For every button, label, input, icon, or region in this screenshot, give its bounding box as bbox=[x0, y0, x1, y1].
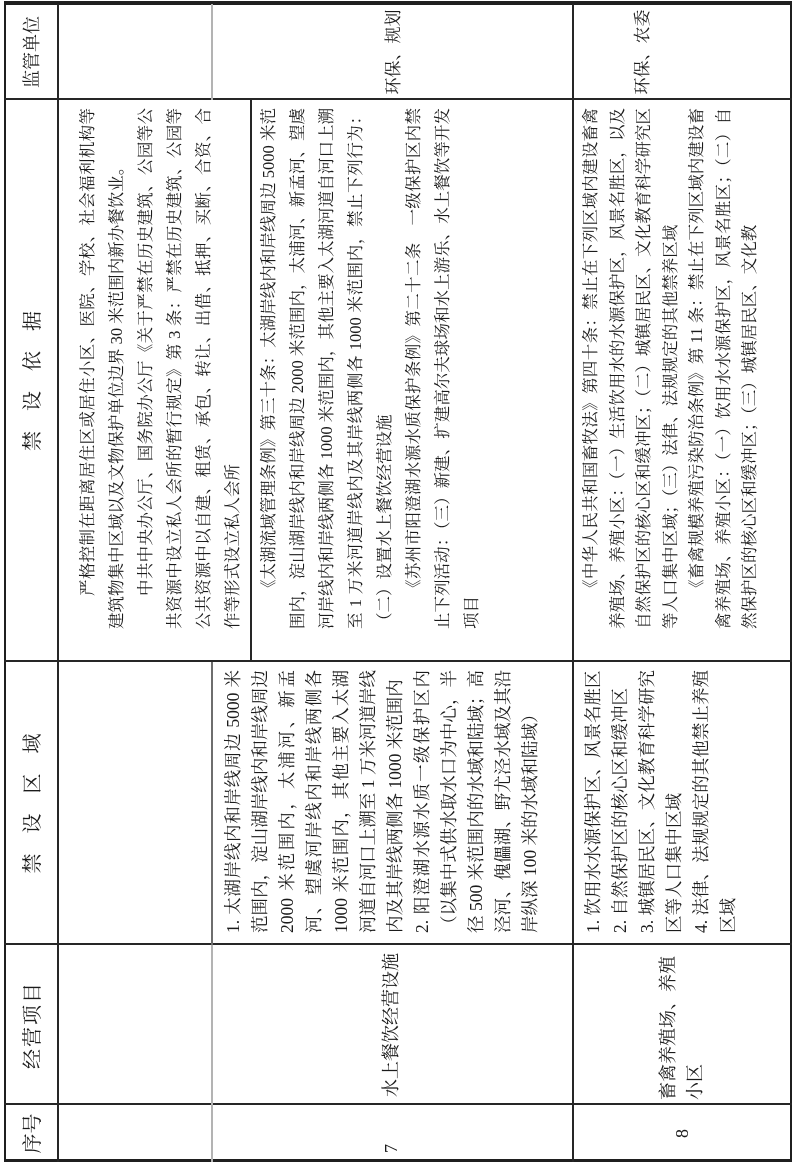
header-cell-banned-zone bbox=[4, 662, 57, 945]
zone-item: 2. 阳澄湖水源水质一级保护区内（以集中式供水取水口为中心，半径 500 米范围内的水域和陆域；高泾河、傀儡湖、野尤泾水域及其沿岸纵深 100 米的水域和陆域） bbox=[412, 670, 540, 933]
zone-item: 4. 法律、法规规定的其他禁止养殖区域 bbox=[691, 670, 738, 933]
header-label-banned-zone: 禁 设 区 域 bbox=[22, 733, 44, 874]
zone-item: 3. 城镇居民区、文化教育科学研究区等人口集中区域 bbox=[637, 670, 684, 933]
header-label-legal-basis: 禁 设 依 据 bbox=[22, 311, 44, 451]
cell-prevrow-legal-basis bbox=[57, 100, 250, 662]
header-label-supervisor: 监管单位 bbox=[21, 16, 42, 88]
cell-row8-banned-zone bbox=[572, 662, 792, 945]
cell-row8-project bbox=[572, 945, 792, 1105]
legal-paragraph: 中共中央办公厅、国务院办公厅《关于严禁在历史建筑、公园等公共资源中设立私人会所的暂行规定》第 3 条：严禁在历史建筑、公园等公共资源中以自建、租赁、承包、转让、出借、抵押、买断、合资、合作等形式设立私人会所 bbox=[136, 108, 242, 629]
legal-paragraph: 《中华人民共和国畜牧法》第四十条：禁止在下列区域内建设畜禽养殖场、养殖小区：（一）生活饮用水的水源保护区，风景名胜区，以及自然保护区的核心区和缓冲区；（二）城镇居民区、文化教育科学研究区等人口集中区域；（三）法律、法规规定的其他禁养区域 bbox=[581, 108, 680, 629]
row8-serial-number: 8 bbox=[671, 1129, 692, 1138]
zone-item: 1. 太湖岸线内和岸线周边 5000 米范围内，淀山湖岸线内和岸线周边 2000 米范围内，太浦河、新孟河、望虞河岸线内和岸线两侧各 1000 米范围内，其他主要入太湖河道自河口上溯至 1 万米河道岸线内及其岸线两侧各 1000 米范围内 bbox=[223, 670, 405, 933]
row8-supervisor-agencies: 环保、农委 bbox=[632, 9, 652, 95]
row7-supervisor-agencies: 环保、规划 bbox=[384, 9, 403, 95]
legal-paragraph: 严格控制在距离居住区或居住小区、医院、学校、社会福利机构等建筑物集中区域以及文物保护单位边界 30 米范围内新办餐饮业。 bbox=[78, 108, 126, 629]
legal-paragraph: 《苏州市阳澄湖水源水质保护条例》第二十二条 一级保护区内禁止下列活动：（三）新建、扩建高尔夫球场和水上游乐、水上餐饮等开发项目 bbox=[404, 108, 481, 629]
cell-row8-supervisor bbox=[572, 4, 792, 100]
cell-row8-serial bbox=[572, 1105, 792, 1162]
legal-paragraph: 《畜禽规模养殖污染防治条例》第 11 条：禁止在下列区域内建设畜禽养殖场、养殖小区：（一）饮用水水源保护区，风景名胜区；（二）自然保护区的核心区和缓冲区；（三）城镇居民区、文化教 bbox=[687, 108, 759, 629]
header-cell-serial bbox=[4, 1105, 57, 1162]
cell-row8-legal-basis bbox=[572, 100, 792, 662]
header-cell-project bbox=[4, 945, 57, 1105]
row8-project-name: 畜禽养殖场、养殖小区 bbox=[658, 956, 705, 1100]
zone-item: 1. 饮用水水源保护区、风景名胜区 bbox=[583, 670, 603, 933]
cell-row7-serial bbox=[211, 1105, 572, 1162]
row7-serial-number: 7 bbox=[381, 1144, 401, 1153]
cell-row7-supervisor bbox=[211, 4, 572, 100]
legal-paragraph: 《太湖流域管理条例》第三十条：太湖岸线内和岸线周边 5000 米范围内，淀山湖岸线内和岸线周边 2000 米范围内，太浦河、新孟河、望虞河岸线内和岸线两侧各 1000 米范围内，其他主要入太湖河道自河口上溯至 1 万米河道岸线内及其岸线两侧各 1000 米范围内，禁止下列行为：（二）设置水上餐饮经营设施 bbox=[259, 108, 394, 629]
header-cell-supervisor bbox=[4, 4, 57, 100]
header-label-project: 经营项目 bbox=[22, 981, 44, 1069]
header-label-serial: 序号 bbox=[22, 1113, 44, 1154]
row7-project-name: 水上餐饮经营设施 bbox=[381, 953, 401, 1097]
cell-row7-banned-zone bbox=[211, 662, 572, 945]
cell-row7-legal-basis bbox=[250, 100, 572, 662]
header-cell-legal-basis bbox=[4, 100, 57, 662]
cell-row7-project bbox=[211, 945, 572, 1105]
zone-item: 2. 自然保护区的核心区和缓冲区 bbox=[610, 688, 630, 933]
